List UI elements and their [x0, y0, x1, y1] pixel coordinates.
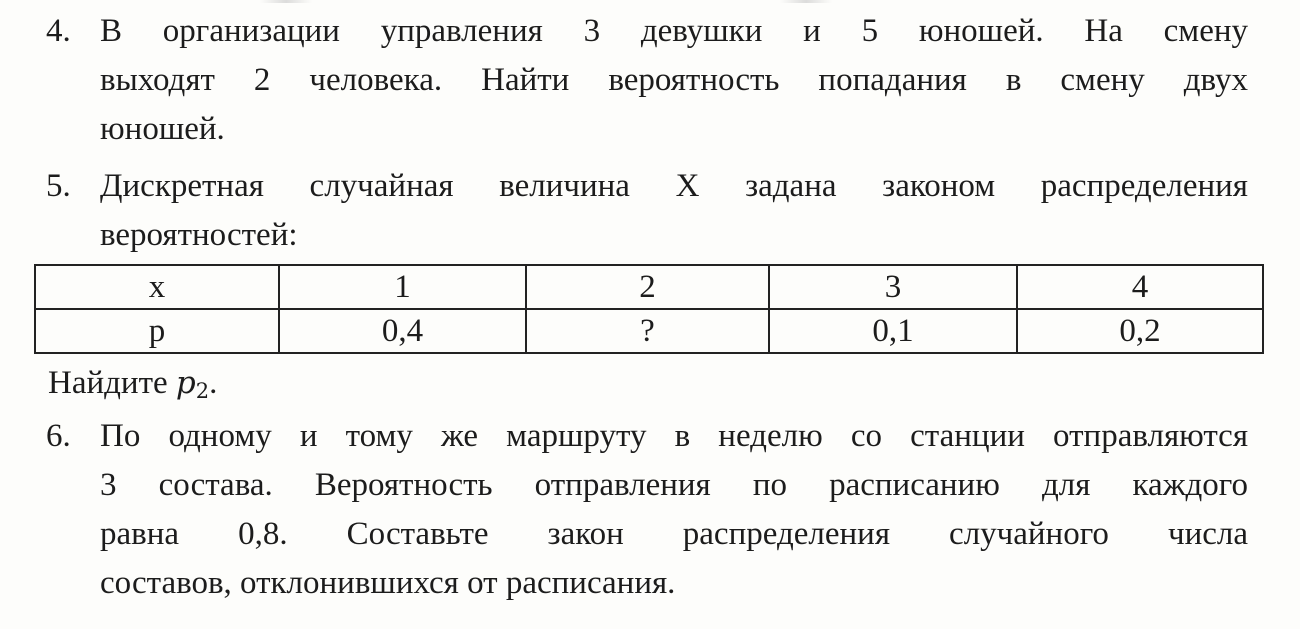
table-cell: 0,2 — [1017, 309, 1263, 353]
find-end: . — [209, 365, 218, 401]
problem-text-line: По одному и тому же маршруту в неделю со станции отправляются — [100, 418, 1248, 454]
problem-number: 6. — [46, 418, 71, 454]
table-header-cell: x — [35, 265, 279, 309]
problem-text-line: В организации управления 3 девушки и 5 юношей. На смену — [100, 13, 1248, 49]
find-text: Найдите — [48, 365, 176, 401]
table-cell: 1 — [279, 265, 526, 309]
table-row-x — [35, 265, 1263, 309]
table-cell: 0,4 — [279, 309, 526, 353]
problem-4 — [46, 7, 1248, 154]
table-cell: 0,1 — [769, 309, 1017, 353]
distribution-table — [34, 264, 1264, 354]
problem-number: 5. — [46, 168, 71, 204]
table-cell: 2 — [526, 265, 769, 309]
problem-text-line: выходят 2 человека. Найти вероятность попадания в смену двух — [100, 62, 1248, 98]
scan-edge — [0, 0, 1300, 3]
table-row-p — [35, 309, 1263, 353]
problem-5 — [46, 162, 1248, 260]
find-instruction — [48, 359, 217, 416]
find-subscript: 2 — [195, 379, 210, 403]
problem-text-line: вероятностей: — [100, 217, 298, 253]
find-variable: p — [175, 365, 196, 401]
problem-text-line: Дискретная случайная величина X задана законом распределения — [100, 168, 1248, 204]
table-cell: 4 — [1017, 265, 1263, 309]
problem-text-line: юношей. — [100, 111, 225, 147]
table-cell: ? — [526, 309, 769, 353]
problem-text-line: 3 состава. Вероятность отправления по расписанию для каждого — [100, 467, 1248, 503]
problem-text-line: составов, отклонившихся от расписания. — [100, 565, 676, 601]
problem-6 — [46, 412, 1248, 608]
table-cell: 3 — [769, 265, 1017, 309]
problem-text-line: равна 0,8. Составьте закон распределения случайного числа — [100, 516, 1248, 552]
table-header-cell: p — [35, 309, 279, 353]
problem-number: 4. — [46, 13, 71, 49]
